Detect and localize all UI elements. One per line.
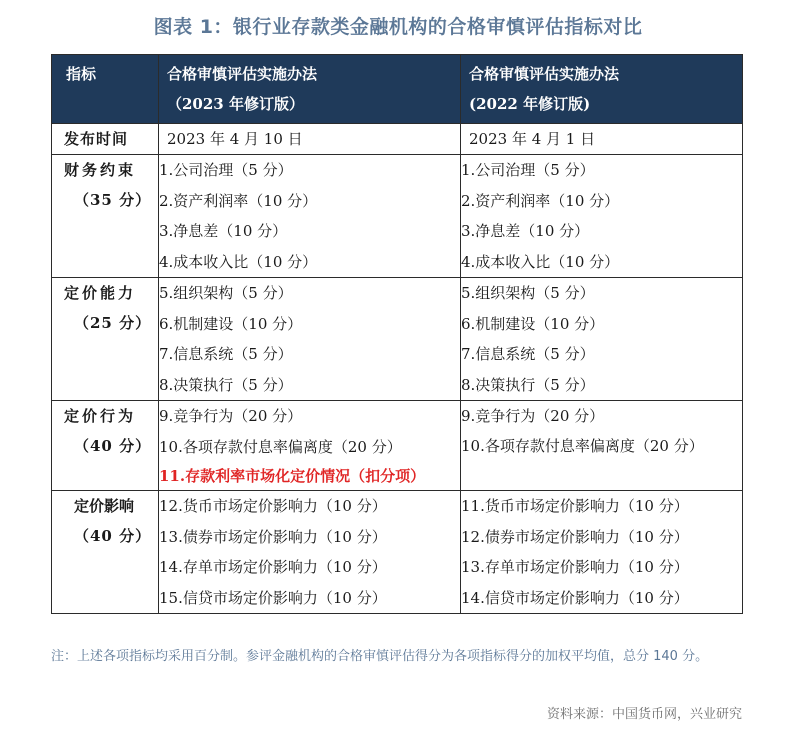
group-score: （40 分） xyxy=(74,527,152,545)
header-2022-line2: (2022 年修订版) xyxy=(469,95,591,113)
list-item: 9.竞争行为（20 分） xyxy=(159,407,303,425)
table-row-pricing-influence xyxy=(52,491,743,614)
list-item: 6.机制建设（10 分） xyxy=(461,314,605,333)
header-2023-line2: （2023 年修订版） xyxy=(167,95,304,113)
list-item: 14.信贷市场定价影响力（10 分） xyxy=(461,588,689,607)
footnote: 注：上述各项指标均采用百分制。参评金融机构的合格审慎评估得分为各项指标得分的加权平均值，总分 140 分。 xyxy=(51,649,709,664)
list-item: 10.各项存款付息率偏离度（20 分） xyxy=(461,436,704,455)
list-item: 3.净息差（10 分） xyxy=(159,222,288,240)
items-2022-cell xyxy=(461,278,743,401)
list-item: 3.净息差（10 分） xyxy=(461,222,590,240)
comparison-table xyxy=(51,54,743,614)
group-label: 定价行为 xyxy=(64,407,137,425)
list-item: 2.资产利润率（10 分） xyxy=(461,191,620,210)
group-score: （25 分） xyxy=(74,314,152,332)
list-item: 12.债券市场定价影响力（10 分） xyxy=(461,527,689,546)
table-row-pricing-capability xyxy=(52,278,743,401)
list-item: 8.决策执行（5 分） xyxy=(461,375,595,394)
group-label-cell xyxy=(52,491,159,614)
items-2023-cell xyxy=(159,491,461,614)
table-header-row xyxy=(52,55,743,124)
list-item: 10.各项存款付息率偏离度（20 分） xyxy=(159,437,402,456)
list-item: 12.货币市场定价影响力（10 分） xyxy=(159,497,387,515)
table-row-publish xyxy=(52,124,743,155)
list-item: 7.信息系统（5 分） xyxy=(159,345,293,363)
table-row-financial xyxy=(52,155,743,278)
header-2022 xyxy=(461,55,743,124)
items-2023-cell xyxy=(159,401,461,491)
list-item: 1.公司治理（5 分） xyxy=(159,161,293,179)
group-score: （35 分） xyxy=(74,191,152,209)
list-item: 9.竞争行为（20 分） xyxy=(461,407,605,425)
publish-label-cell xyxy=(52,124,159,155)
list-item: 7.信息系统（5 分） xyxy=(461,345,595,363)
list-item: 2.资产利润率（10 分） xyxy=(159,191,318,210)
publish-2023-cell xyxy=(159,124,461,155)
publish-date-2022: 2023 年 4 月 1 日 xyxy=(469,130,596,148)
list-item: 14.存单市场定价影响力（10 分） xyxy=(159,558,387,576)
items-2022-cell xyxy=(461,401,743,491)
group-label: 财务约束 xyxy=(64,161,137,179)
source-credit: 资料来源：中国货币网，兴业研究 xyxy=(546,707,742,722)
items-2023-cell xyxy=(159,155,461,278)
list-item: 6.机制建设（10 分） xyxy=(159,314,303,333)
list-item: 5.组织架构（5 分） xyxy=(461,284,595,302)
list-item: 13.债券市场定价影响力（10 分） xyxy=(159,527,387,546)
group-label-cell xyxy=(52,278,159,401)
group-label: 定价影响 xyxy=(74,497,135,515)
publish-2022-cell xyxy=(461,124,743,155)
header-indicator: 指标 xyxy=(52,55,159,124)
publish-label: 发布时间 xyxy=(64,130,129,148)
list-item: 1.公司治理（5 分） xyxy=(461,161,595,179)
items-2023-cell xyxy=(159,278,461,401)
list-item: 8.决策执行（5 分） xyxy=(159,375,293,394)
group-label-cell xyxy=(52,401,159,491)
header-2023-line1: 合格审慎评估实施办法 xyxy=(167,65,318,83)
list-item: 15.信贷市场定价影响力（10 分） xyxy=(159,588,387,607)
list-item: 4.成本收入比（10 分） xyxy=(159,252,318,271)
table-row-pricing-behavior xyxy=(52,401,743,491)
items-2022-cell xyxy=(461,155,743,278)
publish-date-2023: 2023 年 4 月 10 日 xyxy=(167,130,303,148)
figure-title: 图表 1：银行业存款类金融机构的合格审慎评估指标对比 xyxy=(153,16,643,38)
group-label-cell xyxy=(52,155,159,278)
new-deduction-item: 11.存款利率市场化定价情况（扣分项） xyxy=(159,467,426,485)
items-2022-cell xyxy=(461,491,743,614)
list-item: 13.存单市场定价影响力（10 分） xyxy=(461,558,689,576)
group-label: 定价能力 xyxy=(64,284,137,302)
header-2022-line1: 合格审慎评估实施办法 xyxy=(469,65,620,83)
list-item: 5.组织架构（5 分） xyxy=(159,284,293,302)
header-2023 xyxy=(159,55,461,124)
group-score: （40 分） xyxy=(74,437,152,455)
list-item: 11.货币市场定价影响力（10 分） xyxy=(461,497,689,515)
list-item: 4.成本收入比（10 分） xyxy=(461,252,620,271)
